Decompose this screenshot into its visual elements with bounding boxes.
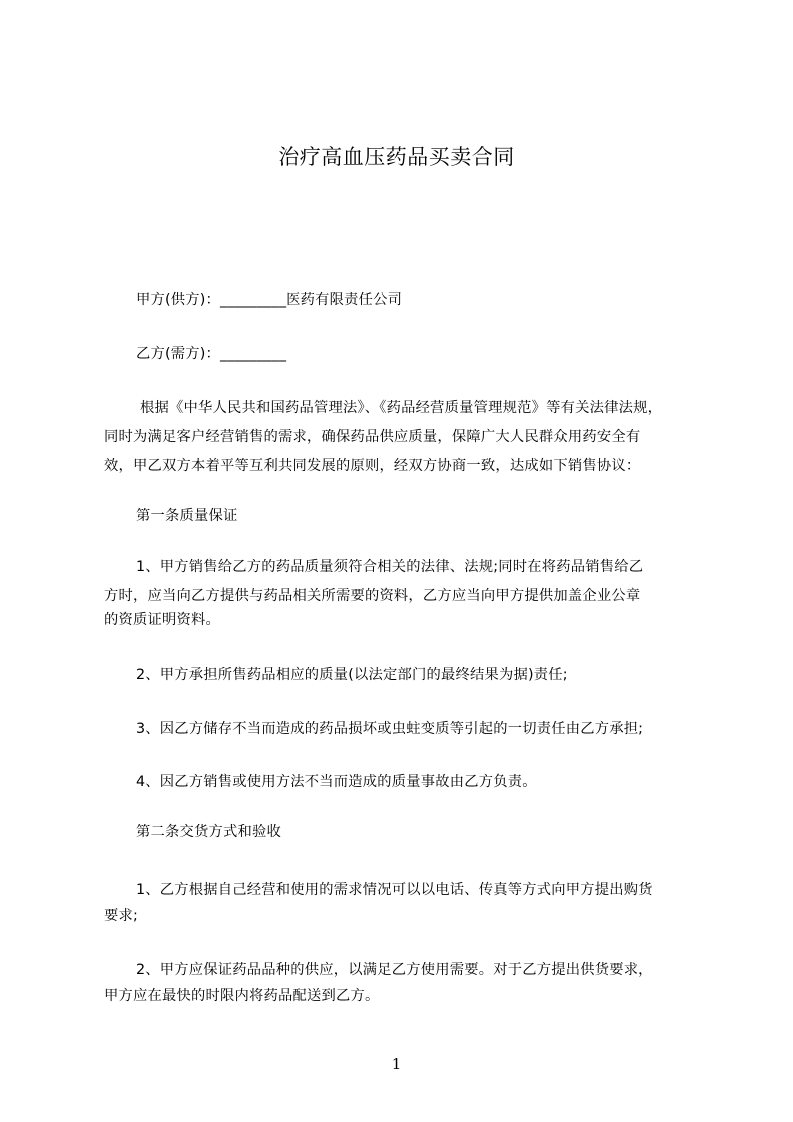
article-1-clause-1-line-3: 的资质证明资料。 — [104, 612, 220, 628]
party-b-line: 乙方(需方)：_________ — [136, 346, 287, 362]
page-number: 1 — [391, 1055, 402, 1073]
article-1-clause-4: 4、因乙方销售或使用方法不当而造成的质量事故由乙方负责。 — [136, 774, 537, 790]
document-title: 治疗高血压药品买卖合同 — [278, 145, 515, 169]
article-2-heading: 第二条交货方式和验收 — [136, 824, 281, 840]
preamble-line-2: 同时为满足客户经营销售的需求，确保药品供应质量，保障广大人民群众用药安全有 — [104, 429, 641, 445]
article-1-clause-1-line-1: 1、甲方销售给乙方的药品质量须符合相关的法律、法规;同时在将药品销售给乙 — [136, 559, 644, 575]
preamble-line-3: 效，甲乙双方本着平等互利共同发展的原则，经双方协商一致，达成如下销售协议： — [104, 458, 641, 474]
article-2-clause-1-line-1: 1、乙方根据自己经营和使用的需求情况可以以电话、传真等方式向甲方提出购货 — [136, 882, 653, 898]
article-2-clause-2-line-2: 甲方应在最快的时限内将药品配送到乙方。 — [104, 988, 380, 1004]
article-1-clause-1-line-2: 方时，应当向乙方提供与药品相关所需要的资料，乙方应当向甲方提供加盖企业公章 — [104, 588, 641, 604]
party-a-line: 甲方(供方)：_________医药有限责任公司 — [136, 292, 403, 308]
article-2-clause-1-line-2: 要求; — [104, 908, 139, 924]
article-1-heading: 第一条质量保证 — [136, 508, 238, 524]
article-2-clause-2-line-1: 2、甲方应保证药品品种的供应，以满足乙方使用需要。对于乙方提出供货要求， — [136, 962, 653, 978]
article-1-clause-3: 3、因乙方储存不当而造成的药品损坏或虫蛀变质等引起的一切责任由乙方承担; — [136, 721, 644, 737]
preamble-line-1: 根据《中华人民共和国药品管理法》、《药品经营质量管理规范》等有关法律法规， — [140, 400, 663, 416]
article-1-clause-2: 2、甲方承担所售药品相应的质量(以法定部门的最终结果为据)责任; — [136, 667, 568, 683]
